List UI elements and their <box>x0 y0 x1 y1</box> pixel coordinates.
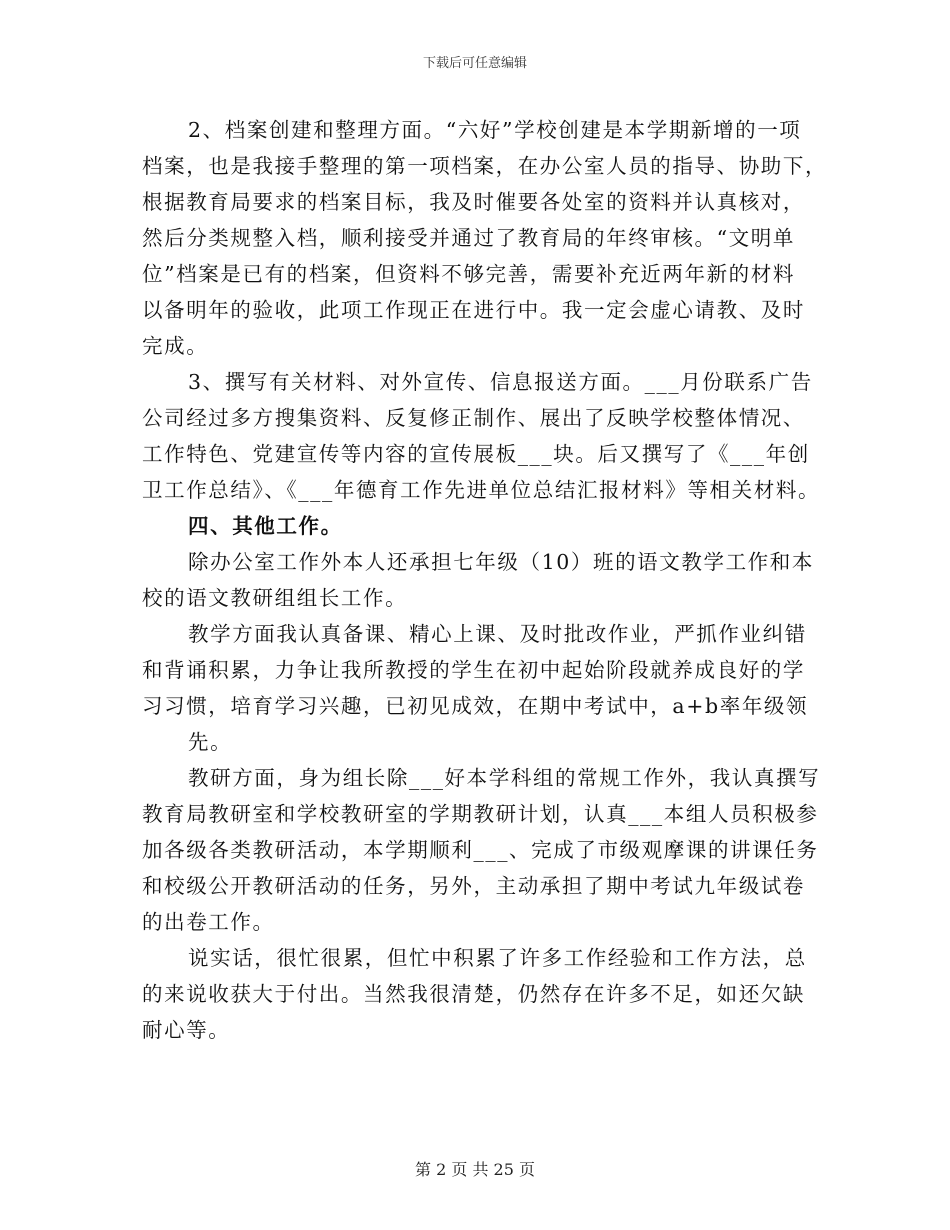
paragraph-line: 卫工作总结》、《___年德育工作先进单位总结汇报材料》等相关材料。 <box>142 478 821 502</box>
paragraph-line: 教学方面我认真备课、精心上课、及时批改作业，严抓作业纠错 <box>188 622 807 646</box>
paragraph-line: 以备明年的验收，此项工作现正在进行中。我一定会虚心请教、及时 <box>142 298 805 322</box>
paragraph-line: 加各级各类教研活动，本学期顺利___、完成了市级观摩课的讲课任务 <box>142 838 819 862</box>
section-heading: 四、其他工作。 <box>188 514 343 538</box>
paragraph-line: 完成。 <box>142 334 209 358</box>
paragraph-line: 公司经过多方搜集资料、反复修正制作、展出了反映学校整体情况、 <box>142 406 805 430</box>
paragraph-line: 的来说收获大于付出。当然我很清楚，仍然存在许多不足，如还欠缺 <box>142 982 805 1006</box>
page-header: 下载后可任意编辑 <box>422 56 527 71</box>
paragraph-line: 先。 <box>188 730 233 754</box>
paragraph-line: 然后分类规整入档，顺利接受并通过了教育局的年终审核。“文明单 <box>142 226 795 250</box>
paragraph-line: 除办公室工作外本人还承担七年级（10）班的语文教学工作和本 <box>188 550 814 574</box>
page-footer: 第 2 页 共 25 页 <box>415 1160 535 1179</box>
paragraph-line: 习习惯，培育学习兴趣，已初见成效，在期中考试中，a+b率年级领 <box>142 694 809 718</box>
paragraph-line: 档案，也是我接手整理的第一项档案，在办公室人员的指导、协助下， <box>142 154 828 178</box>
paragraph-line: 工作特色、党建宣传等内容的宣传展板___块。后又撰写了《___年创 <box>142 442 810 466</box>
paragraph-line: 和背诵积累，力争让我所教授的学生在初中起始阶段就养成良好的学 <box>142 658 805 682</box>
paragraph-line: 耐心等。 <box>142 1018 231 1042</box>
paragraph-line: 和校级公开教研活动的任务，另外，主动承担了期中考试九年级试卷 <box>142 874 805 898</box>
paragraph-line: 教研方面，身为组长除___好本学科组的常规工作外，我认真撰写 <box>188 766 821 790</box>
paragraph-line: 根据教育局要求的档案目标，我及时催要各处室的资料并认真核对， <box>142 190 805 214</box>
paragraph-line: 位”档案是已有的档案，但资料不够完善，需要补充近两年新的材料 <box>142 262 795 286</box>
paragraph-line: 教育局教研室和学校教研室的学期教研计划，认真___本组人员积极参 <box>142 802 819 826</box>
paragraph-line: 2、档案创建和整理方面。“六好”学校创建是本学期新增的一项 <box>188 118 802 142</box>
paragraph-line: 校的语文教研组组长工作。 <box>142 586 408 610</box>
paragraph-line: 的出卷工作。 <box>142 910 275 934</box>
paragraph-line: 3、撰写有关材料、对外宣传、信息报送方面。___月份联系广告 <box>188 370 813 394</box>
paragraph-line: 说实话，很忙很累，但忙中积累了许多工作经验和工作方法，总 <box>188 946 807 970</box>
